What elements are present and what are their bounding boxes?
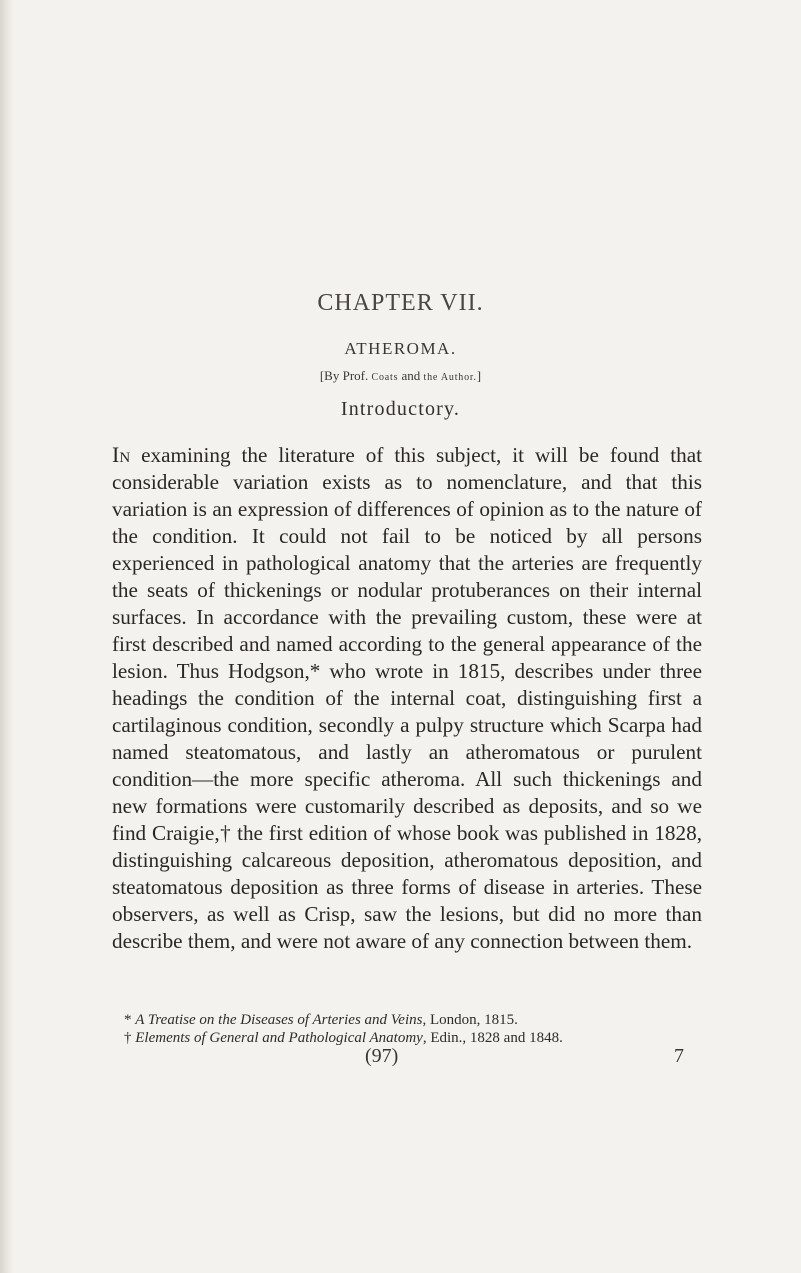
- footnote-title: A Treatise on the Diseases of Arteries and Veins: [135, 1012, 423, 1028]
- footnote-1: [112, 1011, 712, 1029]
- footnote-mark: *: [124, 1012, 136, 1028]
- byline-and: and: [398, 368, 424, 383]
- byline-author-1: Coats: [371, 372, 399, 383]
- footnote-title: Elements of General and Pathological Anatomy: [135, 1030, 423, 1046]
- page-number: (97): [365, 1045, 399, 1067]
- footnote-rest: , London, 1815.: [422, 1012, 518, 1028]
- footnote-mark: †: [124, 1030, 136, 1046]
- paragraph-text: examining the literature of this subject, it will be found that considerable variation exists as to nomenclature, and that this variation is an expression of differences of opinion as to the nature of the condition. It could not fail to be noticed by all persons experienced in pathological anatomy that the arteries are frequently the seats of thickenings or nodular protuberances on their internal surfaces. In accordance with the prevailing custom, these were at first described and named according to the general appearance of the lesion. Thus Hodgson,* who wrote in 1815, describes under three headings the condition of the internal coat, distinguishing first a cartilaginous condition, secondly a pulpy structure which Scarpa had named steatomatous, and lastly an atheromatous or purulent condition—the more specific atheroma. All such thickenings and new formations were customarily described as deposits, and so we find Craigie,† the first edition of whose book was published in 1828, distinguishing calcareous deposition, atheromatous deposition, and steatomatous deposition as three forms of disease in arteries. These observers, as well as Crisp, saw the lesions, but did no more than describe them, and were not aware of any connection between them.: [112, 443, 702, 953]
- footnote-rest: , Edin., 1828 and 1848.: [422, 1030, 563, 1046]
- body-paragraph: [112, 441, 702, 955]
- byline-prefix: [By Prof.: [319, 368, 369, 383]
- footnote-2: [112, 1029, 712, 1047]
- section-heading: Introductory.: [340, 398, 461, 420]
- signature-mark: 7: [674, 1045, 684, 1067]
- footnotes: [112, 1011, 712, 1047]
- page-spine-shadow: [0, 0, 14, 1273]
- lead-word: In: [112, 442, 131, 467]
- byline: [0, 368, 801, 384]
- byline-suffix: ]: [476, 368, 482, 383]
- byline-author-2: the Author.: [423, 372, 477, 383]
- chapter-number: CHAPTER VII.: [317, 290, 484, 316]
- chapter-subject: ATHEROMA.: [344, 339, 457, 358]
